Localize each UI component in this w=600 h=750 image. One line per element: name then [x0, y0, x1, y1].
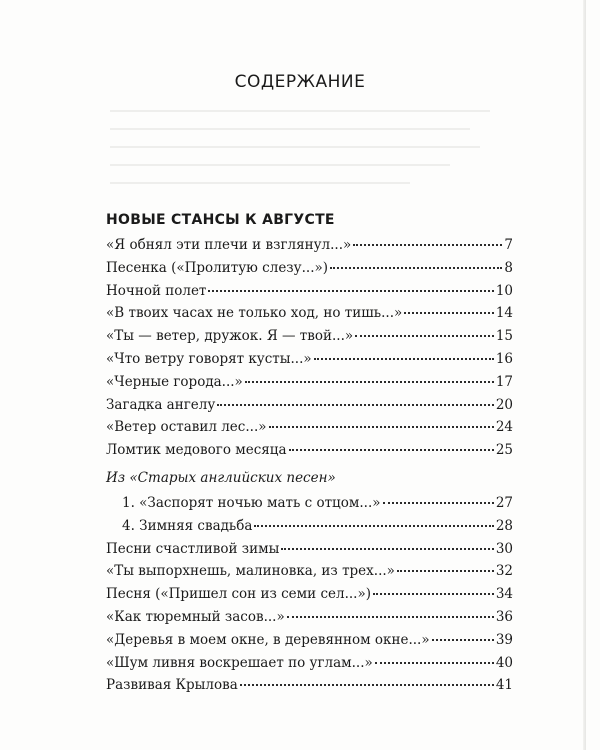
- toc-entry-title: «Шум ливня воскрешает по углам...»: [106, 654, 373, 671]
- dot-leader: [245, 380, 494, 383]
- toc-entry: [106, 561, 513, 581]
- toc-entry-title: Песни счастливой зимы: [106, 540, 280, 557]
- dot-leader: [289, 448, 494, 451]
- toc-entry-title: «Как тюремный засов...»: [106, 609, 285, 625]
- toc-entry-page-number: 20: [495, 396, 513, 413]
- toc-entry-page-number: 14: [495, 305, 513, 322]
- toc-entry-title: «Ты выпорхнешь, малиновка, из трех...»: [106, 563, 395, 580]
- toc-entry-page-number: 17: [495, 373, 513, 390]
- toc-entry-page-number: 8: [504, 259, 513, 276]
- dot-leader: [281, 547, 493, 550]
- toc-entry: [106, 326, 513, 346]
- toc-entry-title: «Деревья в моем окне, в деревянном окне...»: [106, 631, 430, 648]
- toc-entry-title: «Ты — ветер, дружок. Я — твой...»: [106, 328, 354, 345]
- toc-entry-page-number: 25: [495, 442, 513, 459]
- dot-leader: [404, 311, 494, 314]
- toc-entry-title: Ломтик медового месяца: [106, 442, 287, 459]
- dot-leader: [432, 638, 494, 641]
- toc-entry-title: Песня («Пришел сон из семи сел...»): [106, 586, 371, 603]
- toc-entry-title: Песенка («Пролитую слезу...»): [106, 259, 329, 276]
- toc-entry-page-number: 10: [495, 282, 513, 299]
- dot-leader: [254, 524, 493, 527]
- dot-leader: [397, 569, 494, 572]
- toc-entry: [106, 440, 513, 460]
- toc-entry-page-number: 40: [495, 654, 513, 671]
- toc-entry-title: Загадка ангелу: [106, 396, 216, 413]
- toc-entry: [106, 539, 513, 559]
- page-edge-shadow: [583, 0, 586, 750]
- toc-entry: [106, 303, 513, 323]
- toc-entry-page-number: 39: [495, 631, 513, 648]
- toc-entry: [106, 516, 513, 536]
- dot-leader: [287, 615, 494, 618]
- toc-entry: [106, 493, 513, 513]
- toc-entry-title: 1. «Заспорят ночью мать с отцом...»: [122, 495, 381, 511]
- toc-entry-page-number: 15: [495, 328, 513, 345]
- toc-entry-title: «Что ветру говорят кусты...»: [106, 351, 312, 367]
- dot-leader: [217, 403, 494, 406]
- toc-entry: [106, 653, 513, 673]
- toc-entry: [106, 584, 513, 604]
- show-through-line: [110, 110, 490, 112]
- toc-entry-page-number: 41: [495, 677, 513, 694]
- show-through-line: [110, 182, 410, 184]
- toc-entry-page-number: 28: [495, 517, 513, 534]
- dot-leader: [373, 592, 494, 595]
- toc-entry: [106, 417, 513, 437]
- toc-entry-title: Ночной полет: [106, 282, 207, 299]
- subsection-heading: Из «Старых английских песен»: [106, 470, 336, 486]
- toc-entry-title: «В твоих часах не только ход, но тишь...»: [106, 305, 403, 322]
- toc-entry: [106, 607, 513, 627]
- dot-leader: [353, 243, 502, 246]
- toc-entry: [106, 372, 513, 392]
- toc-entry-title: «Я обнял эти плечи и взглянул...»: [106, 237, 352, 253]
- dot-leader: [375, 661, 494, 664]
- toc-entry-page-number: 36: [495, 609, 513, 625]
- show-through-line: [110, 128, 470, 130]
- dot-leader: [330, 266, 502, 269]
- toc-entry-title: Развивая Крылова: [106, 677, 238, 694]
- toc-entry: [106, 675, 513, 695]
- show-through-line: [110, 164, 450, 166]
- dot-leader: [269, 425, 494, 428]
- dot-leader: [240, 683, 494, 686]
- page-title: СОДЕРЖАНИЕ: [234, 72, 366, 92]
- toc-entry-page-number: 30: [495, 540, 513, 557]
- dot-leader: [383, 501, 494, 504]
- toc-entry-page-number: 7: [504, 237, 513, 253]
- dot-leader: [314, 357, 494, 360]
- toc-entry: [106, 395, 513, 415]
- toc-entry-page-number: 27: [495, 495, 513, 511]
- toc-entry: [106, 349, 513, 369]
- toc-entry-page-number: 16: [495, 351, 513, 367]
- toc-entry: [106, 630, 513, 650]
- toc-entry-page-number: 32: [495, 563, 513, 580]
- toc-entry: [106, 235, 513, 255]
- toc-entry: [106, 281, 513, 301]
- dot-leader: [208, 289, 493, 292]
- toc-entry-page-number: 34: [495, 586, 513, 603]
- dot-leader: [355, 334, 494, 337]
- toc-entry-title: «Ветер оставил лес...»: [106, 419, 267, 436]
- toc-entry-page-number: 24: [495, 419, 513, 436]
- toc-entry: [106, 258, 513, 278]
- show-through-line: [110, 146, 480, 148]
- toc-entry-title: «Черные города...»: [106, 373, 243, 390]
- toc-entry-title: 4. Зимняя свадьба: [122, 517, 253, 534]
- section-heading: НОВЫЕ СТАНСЫ К АВГУСТЕ: [106, 212, 335, 228]
